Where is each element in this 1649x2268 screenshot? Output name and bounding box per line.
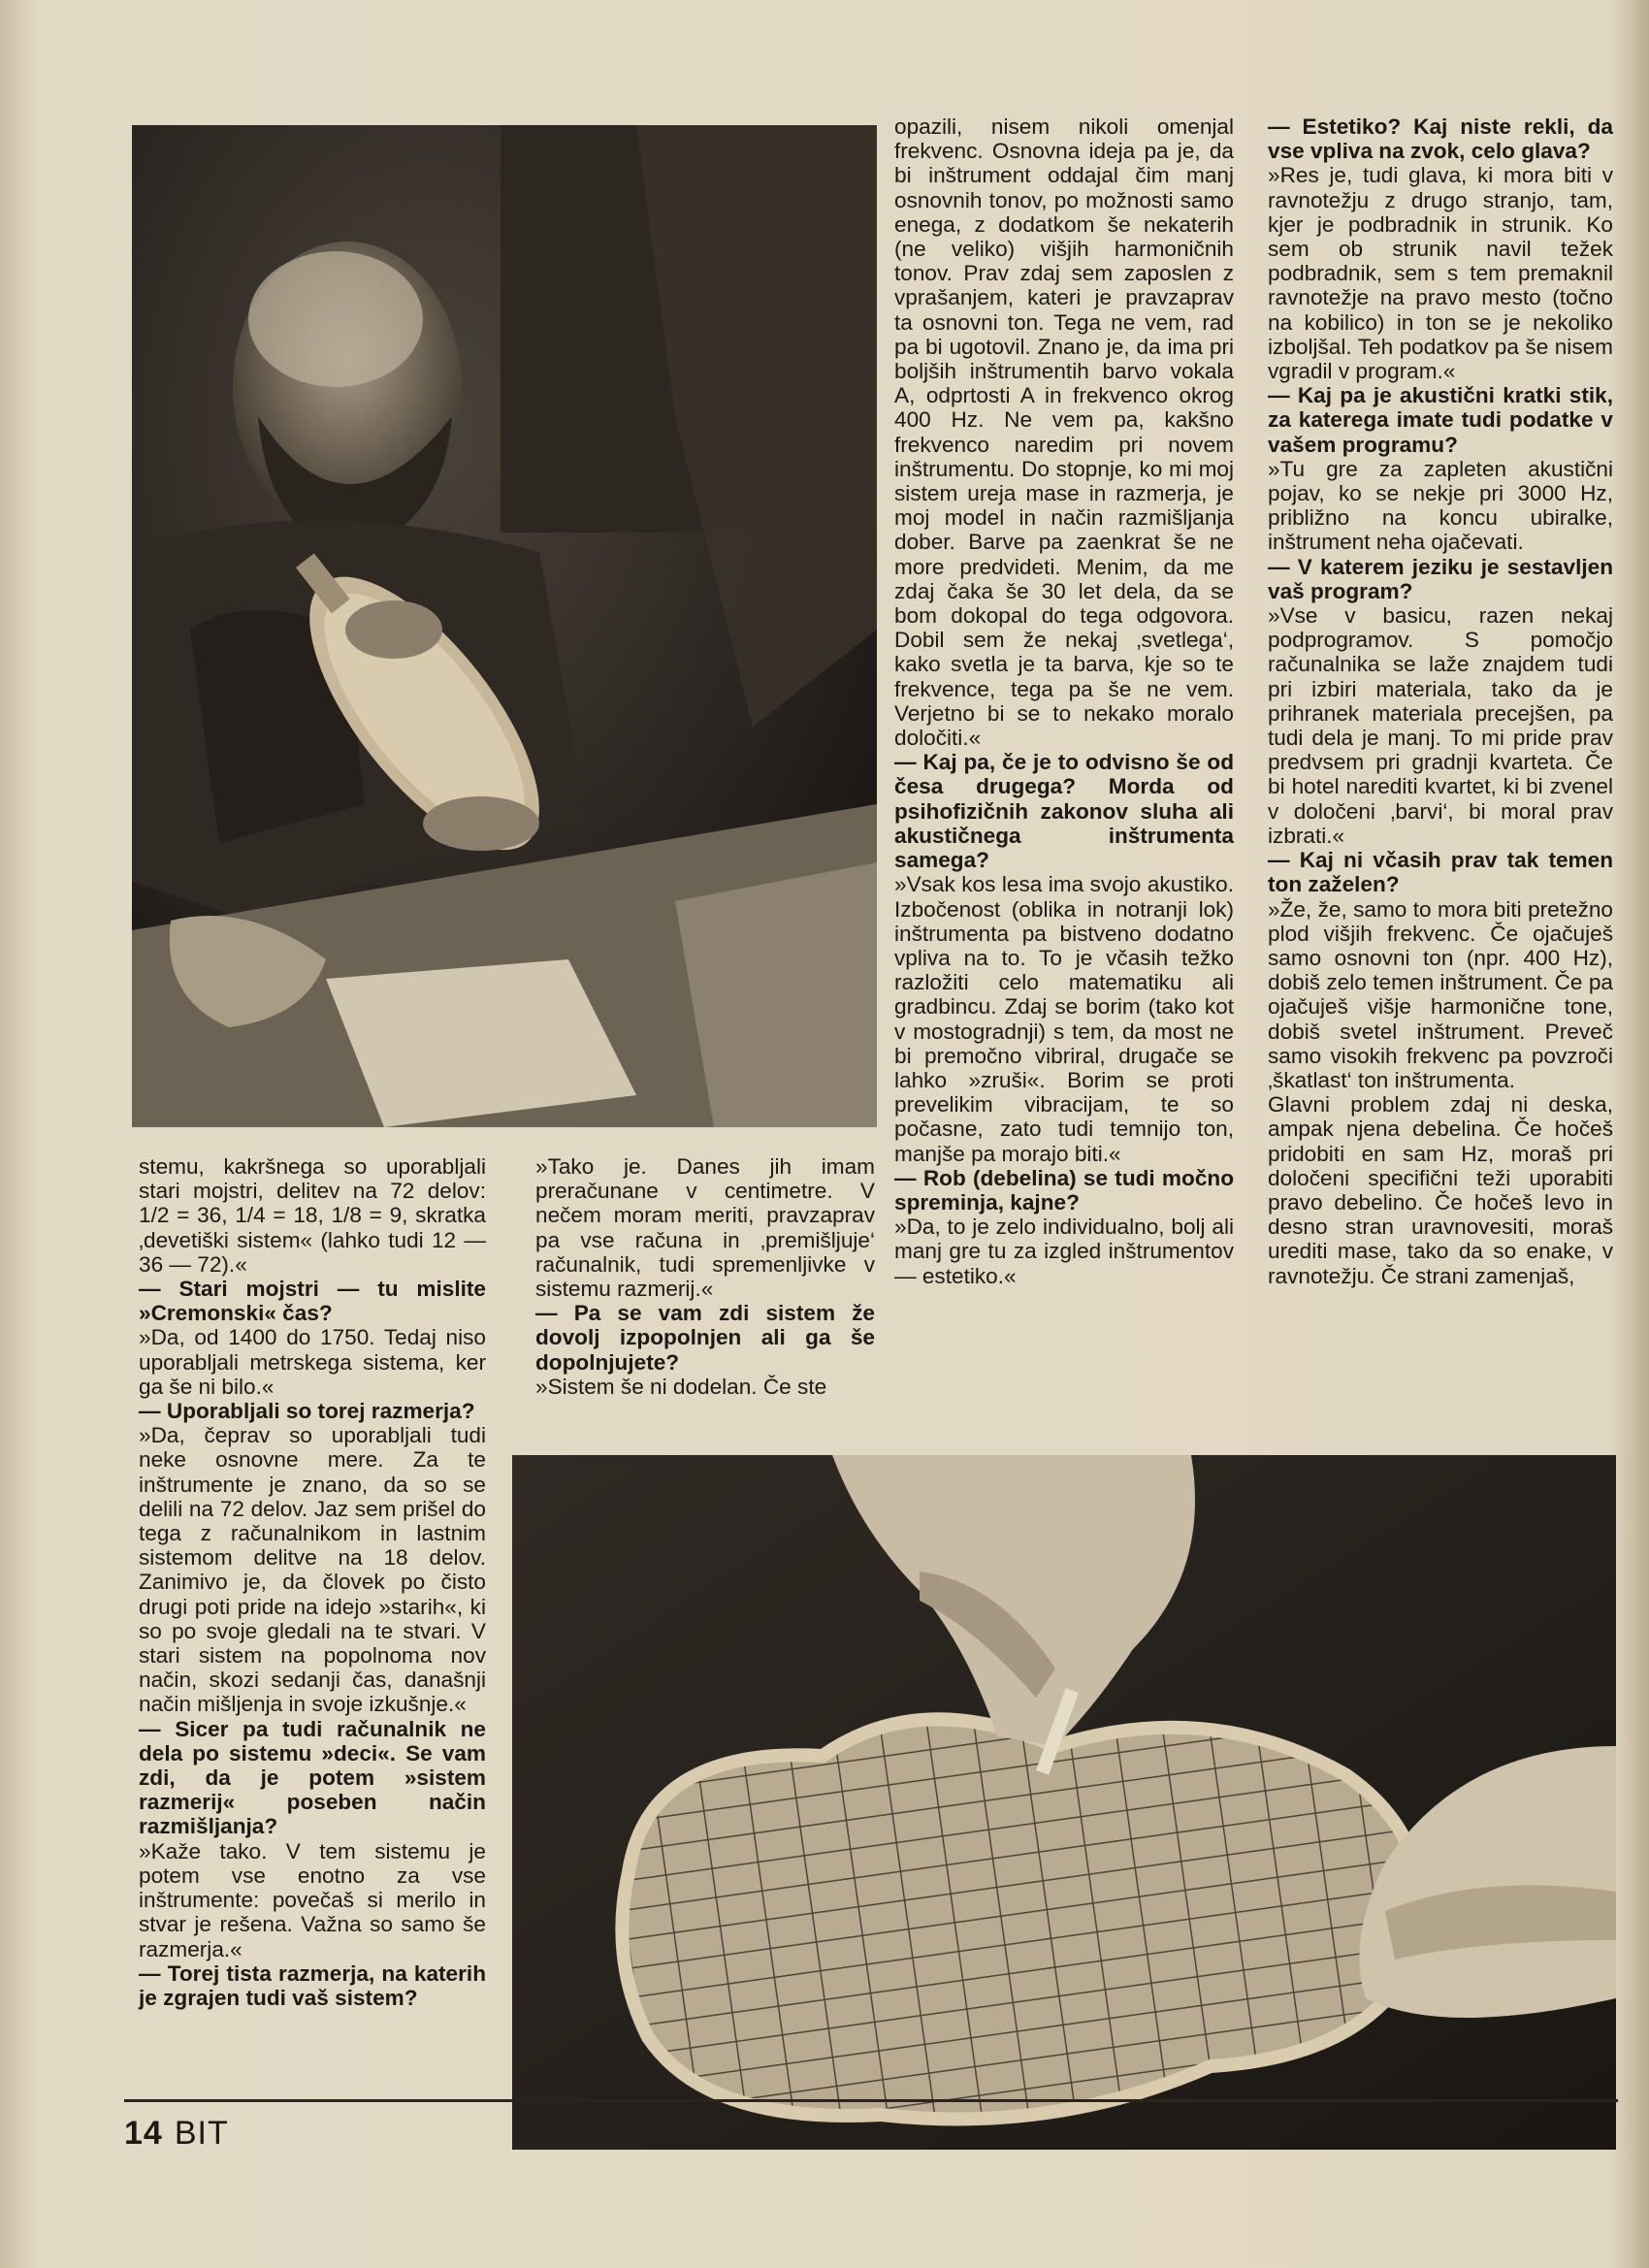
photo-violin-plate-image [512, 1455, 1616, 2150]
magazine-name: BIT [174, 2115, 229, 2152]
interview-answer: »Vse v basicu, razen nekaj podprogramov. S pomočjo računalnika se laže znajdem tudi pri izbiri materiala, tako da je prihranek materiala precejšen, pa tudi dela je manj. To mi pride prav predvsem pri gradnji kvarteta. Če bi hotel narediti kvartet, ki bi zvenel v določeni ‚barvi‘, bi moral prav izbrati.« [1268, 603, 1613, 848]
interview-question: — Pa se vam zdi sistem že dovolj izpopolnjen ali ga še dopolnjujete? [535, 1301, 875, 1375]
interview-answer: »Sistem še ni dodelan. Če ste [535, 1374, 827, 1399]
photo-violin-plate-marking [512, 1455, 1616, 2150]
interview-question: — Kaj pa, če je to odvisno še od česa drugega? Morda od psihofizičnih zakonov sluha ali akustičnega inštrumenta samega? [894, 750, 1234, 873]
interview-answer: »Kaže tako. V tem sistemu je potem vse enotno za vse inštrumente: povečaš si merilo in stvar je rešena. Važna so samo še razmerja.« [139, 1838, 486, 1961]
article-column-3 [894, 114, 1234, 1288]
interview-answer: »Da, to je zelo individualno, bolj ali manj gre tu za izgled inštrumentov — estetiko.« [894, 1215, 1234, 1288]
interview-answer: opazili, nisem nikoli omenjal frekvenc. Osnovna ideja pa je, da bi inštrument oddajal čim manj osnovnih tonov, po možnosti samo enega, z dodatkom še nekaterih (ne veliko) višjih harmoničnih tonov. Prav zdaj sem zaposlen z vprašanjem, kateri je pravzaprav ta osnovni ton. Tega ne vem, rad pa bi ugotovil. Znano je, da ima pri boljših inštrumentih barvo vokala A, odprtosti A in frekvenco okrog 400 Hz. Ne vem pa, kakšno frekvenco naredim pri novem inštrumentu. Do stopnje, ko mi moj sistem ureja mase in razmerja, je moj model in način razmišljanja dober. Barve pa zaenkrat še ne more predvideti. Menim, da me zdaj čaka še 30 let dela, da se bom dokopal do tega odgovora. Dobil sem že nekaj ‚svetlega‘, kako svetla je ta barva, kje so te frekvence, tega pa še ne vem. Verjetno bi se to nekako moralo določiti.« [894, 114, 1234, 751]
interview-question: — Stari mojstri — tu mislite »Cremonski« čas? [139, 1277, 486, 1326]
interview-question: — Kaj ni včasih prav tak temen ton zaželen? [1268, 848, 1613, 897]
interview-answer: Glavni problem zdaj ni deska, ampak njena debelina. Če hočeš pridobiti en sam Hz, moraš pri določeni specifični teži uporabiti pravo debelino. Če hočeš levo in desno stran uravnovesiti, moraš urediti mase, tako da so enake, v ravnotežju. Če strani zamenjaš, [1268, 1092, 1613, 1288]
interview-question: — Uporabljali so torej razmerja? [139, 1399, 475, 1424]
interview-answer: »Vsak kos lesa ima svojo akustiko. Izbočenost (oblika in notranji lok) inštrumenta pa bistveno dodatno vpliva na to. To je včasih težko razložiti celo matematiku ali gradbincu. Zdaj se borim (tako kot v mostogradnji) s tem, da most ne bi premočno vibriral, drugače se lahko »zruši«. Borim se proti prevelikim vibracijam, te so počasne, zato tudi temnijo ton, manjše pa morajo biti.« [894, 872, 1234, 1166]
photo-luthier-image [132, 125, 877, 1127]
article-column-4 [1268, 114, 1613, 1288]
interview-answer: »Tako je. Danes jih imam preračunane v centimetre. V nečem moram meriti, pravzaprav pa vse računa in ‚premišljuje‘ računalnik, tudi spremenljivke v sistemu razmerij.« [535, 1154, 875, 1302]
interview-answer: »Res je, tudi glava, ki mora biti v ravnotežju z drugo stranjo, tam, kjer je podbradnik in strunik. Ko sem ob strunik navil težek podbradnik, sem s tem premaknil ravnotežje na pravo mesto (točno na kobilico) in ton se je nekoliko izboljšal. Teh podatkov pa še nisem vgradil v program.« [1268, 163, 1613, 384]
interview-question: — V katerem jeziku je sestavljen vaš program? [1268, 554, 1613, 603]
interview-answer: stemu, kakršnega so uporabljali stari mojstri, delitev na 72 delov: 1/2 = 36, 1/4 = 18, 1/8 = 9, skratka ‚devetiški sistem« (lahko tudi 12 — 36 — 72).« [139, 1154, 486, 1277]
interview-question: — Kaj pa je akustični kratki stik, za katerega imate tudi podatke v vašem programu? [1268, 383, 1613, 457]
interview-answer: »Da, čeprav so uporabljali tudi neke osnovne mere. Za te inštrumente je znano, da so se delili na 72 delov. Jaz sem prišel do tega z računalnikom in lastnim sistemom delitve na 18 delov. Zanimivo je, da človek po čisto drugi poti pride na idejo »starih«, ki so po svoje gledali na te stvari. V stari sistem na popolnoma nov način, skozi sedanji čas, današnji način mišljenja in svoje izkušnje.« [139, 1423, 486, 1717]
interview-question: — Estetiko? Kaj niste rekli, da vse vpliva na zvok, celo glava? [1268, 114, 1613, 164]
interview-answer: »Da, od 1400 do 1750. Tedaj niso uporabljali metrskega sistema, ker ga še ni bilo.« [139, 1325, 486, 1399]
photo-luthier-with-violin [132, 125, 877, 1127]
article-column-2 [535, 1154, 875, 1399]
interview-question: — Torej tista razmerja, na katerih je zgrajen tudi vaš sistem? [139, 1960, 486, 2010]
article-column-1 [139, 1154, 486, 2010]
page-number: 14 [124, 2115, 163, 2152]
interview-answer: »Že, že, samo to mora biti pretežno plod višjih frekvenc. Če ojačuješ samo osnovni ton (npr. 400 Hz), dobiš zelo temen inštrument. Če pa ojačuješ višje harmonične tone, dobiš svetel inštrument. Preveč samo visokih frekvenc pa povzroči ‚škatlast‘ ton inštrumenta. [1268, 896, 1613, 1092]
page-footer [124, 2115, 229, 2153]
footer-rule [124, 2099, 1618, 2102]
interview-question: — Rob (debelina) se tudi močno spreminja, kajne? [894, 1165, 1234, 1215]
interview-answer: »Tu gre za zapleten akustični pojav, ko se nekje pri 3000 Hz, približno na koncu ubiralke, inštrument neha ojačevati. [1268, 456, 1613, 555]
interview-question: — Sicer pa tudi računalnik ne dela po sistemu »deci«. Se vam zdi, da je potem »sistem razmerij« poseben način razmišljanja? [139, 1716, 486, 1839]
